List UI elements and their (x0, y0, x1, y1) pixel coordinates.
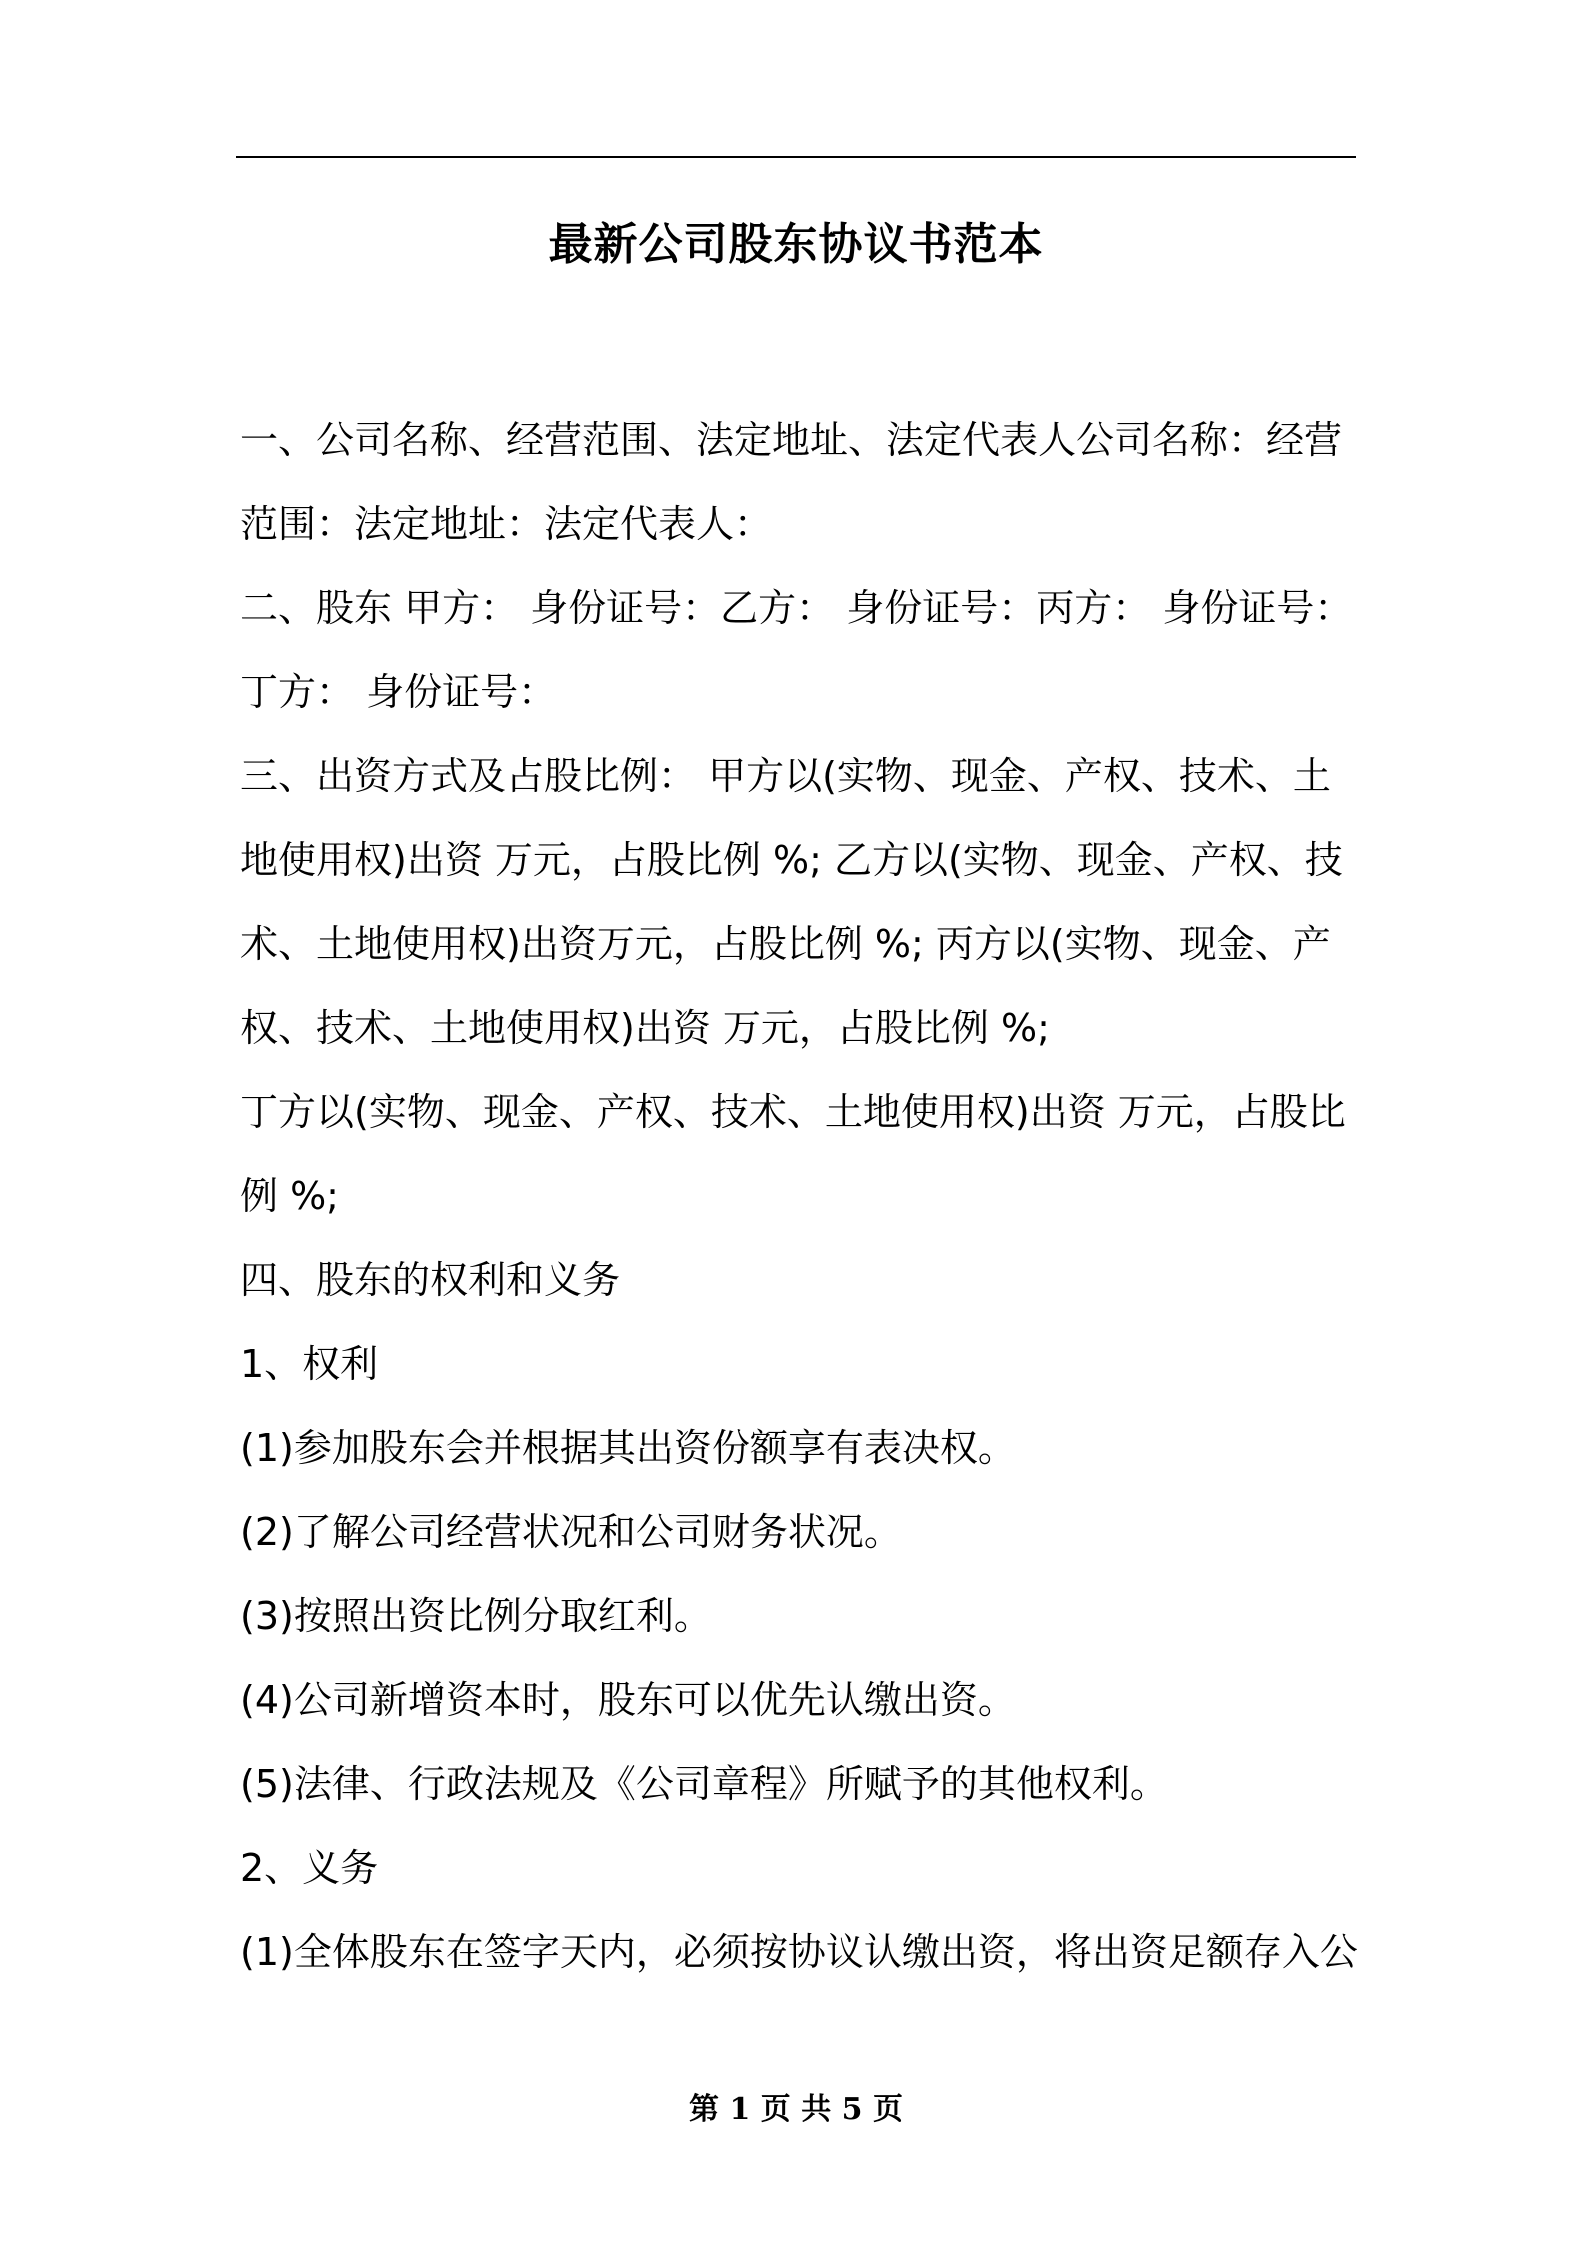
header-divider (236, 156, 1356, 158)
rights-item-5: (5)法律、行政法规及《公司章程》所赋予的其他权利。 (240, 1762, 1168, 1806)
section-2-paragraph: 二、股东 甲方： 身份证号：乙方： 身份证号：丙方： 身份证号：丁方： 身份证号： (240, 586, 1353, 714)
section-3-party-d-paragraph: 丁方以(实物、现金、产权、技术、土地使用权)出资 万元，占股比例 %; (240, 1090, 1346, 1218)
rights-item-3: (3)按照出资比例分取红利。 (240, 1594, 712, 1638)
rights-item-2: (2)了解公司经营状况和公司财务状况。 (240, 1510, 902, 1554)
rights-heading: 1、权利 (240, 1342, 379, 1386)
obligations-item-1: (1)全体股东在签字天内，必须按协议认缴出资，将出资足额存入公 (240, 1930, 1358, 1974)
page-number-footer: 第 1 页 共 5 页 (689, 2092, 903, 2127)
section-1-paragraph: 一、公司名称、经营范围、法定地址、法定代表人公司名称：经营范围：法定地址：法定代表人： (240, 418, 1343, 546)
section-3-paragraph: 三、出资方式及占股比例： 甲方以(实物、现金、产权、技术、土地使用权)出资 万元，占股比例 %; 乙方以(实物、现金、产权、技术、土地使用权)出资万元，占股比例 %; 丙方以(实物、现金、产权、技术、土地使用权)出资 万元，占股比例 %; (240, 754, 1343, 1050)
document-title: 最新公司股东协议书范本 (548, 219, 1044, 270)
rights-item-1: (1)参加股东会并根据其出资份额享有表决权。 (240, 1426, 1016, 1470)
document-body (240, 398, 1360, 1994)
section-4-heading: 四、股东的权利和义务 (240, 1258, 621, 1302)
rights-item-4: (4)公司新增资本时，股东可以优先认缴出资。 (240, 1678, 1016, 1722)
obligations-heading: 2、义务 (240, 1846, 379, 1890)
